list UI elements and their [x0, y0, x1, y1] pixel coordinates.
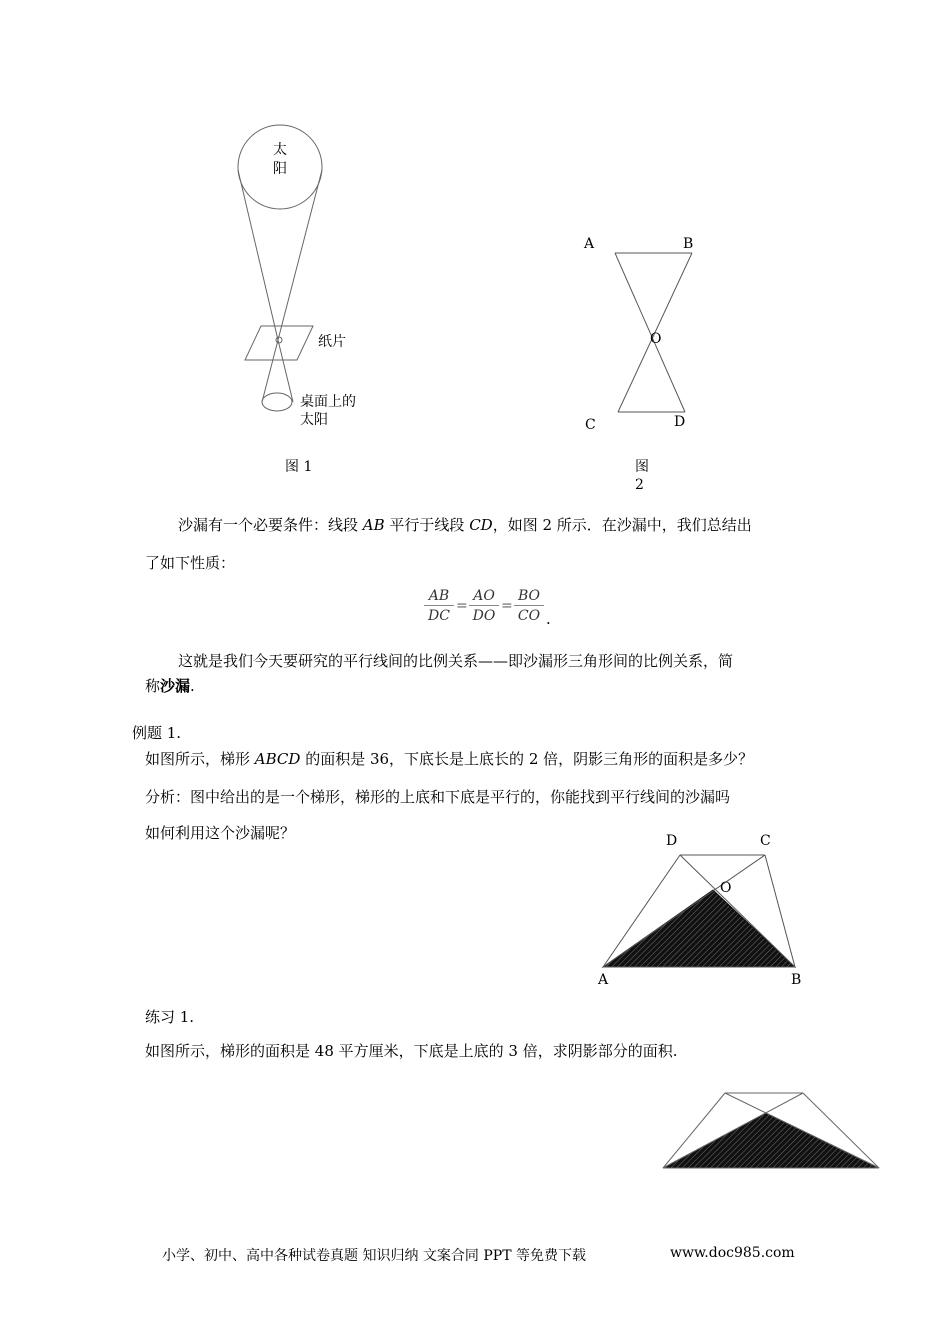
sun-label-1: 太 [273, 142, 287, 158]
figure2-caption-2: 2 [635, 477, 644, 493]
summary-line2: 称沙漏. [145, 677, 195, 695]
table-sun-ellipse [262, 393, 292, 411]
paper-label: 纸片 [318, 334, 346, 350]
summary-line1: 这就是我们今天要研究的平行线间的比例关系——即沙漏形三角形间的比例关系，简 [178, 652, 734, 670]
shaded-triangle [663, 1113, 879, 1168]
shaded-triangle-aob [603, 890, 795, 967]
ex1-label-d: D [666, 833, 678, 849]
fraction-ab-dc: $\frac{AB}{DC}$ [424, 588, 454, 624]
example1-title: 例题 1. [132, 724, 182, 742]
example1-question: 如图所示，梯形 ABCD 的面积是 36，下底长是上底长的 2 倍，阴影三角形的面积是多少？ [145, 750, 754, 768]
table-sun-label-2: 太阳 [300, 412, 328, 428]
fraction-bo-co: $\frac{BO}{CO}$ [514, 588, 544, 624]
example1-analysis-1: 分析：图中给出的是一个梯形，梯形的上底和下底是平行的，你能找到平行线间的沙漏吗 [145, 788, 731, 806]
ex1-label-o: O [720, 880, 732, 896]
ex1-label-b: B [791, 972, 802, 988]
formula-period: . [546, 610, 551, 628]
example1-analysis-2: 如何利用这个沙漏呢？ [145, 824, 296, 842]
figure2-caption-1: 图 [635, 459, 649, 475]
fig2-label-d: D [674, 414, 686, 430]
fig2-label-a: A [584, 236, 595, 252]
practice1-title: 练习 1. [145, 1008, 195, 1026]
intro-line2: 了如下性质： [145, 554, 236, 572]
fraction-ao-do: $\frac{AO}{DO}$ [469, 588, 499, 624]
ray-right-top [278, 170, 322, 340]
fig2-label-b: B [683, 236, 694, 252]
footer-url[interactable]: www.doc985.com [670, 1245, 795, 1261]
intro-line1: 沙漏有一个必要条件：线段 AB 平行于线段 CD，如图 2 所示．在沙漏中，我们总结出 [178, 516, 752, 534]
practice1-question: 如图所示，梯形的面积是 48 平方厘米，下底是上底的 3 倍，求阴影部分的面积. [145, 1042, 678, 1060]
fig2-label-c: C [585, 417, 596, 433]
fig2-label-o: O [650, 331, 662, 347]
example1-diagram [603, 855, 795, 967]
ex1-label-a: A [598, 972, 609, 988]
footer-text: 小学、初中、高中各种试卷真题 知识归纳 文案合同 PPT 等免费下载 [162, 1248, 586, 1264]
ray-left-top [238, 170, 278, 340]
equals-1: = [456, 598, 468, 614]
practice1-diagram [663, 1093, 879, 1168]
ex1-label-c: C [760, 833, 771, 849]
equals-2: = [501, 598, 513, 614]
figure1-caption: 图 1 [285, 459, 313, 475]
table-sun-label-1: 桌面上的 [300, 394, 356, 410]
sun-label-2: 阳 [273, 161, 287, 177]
